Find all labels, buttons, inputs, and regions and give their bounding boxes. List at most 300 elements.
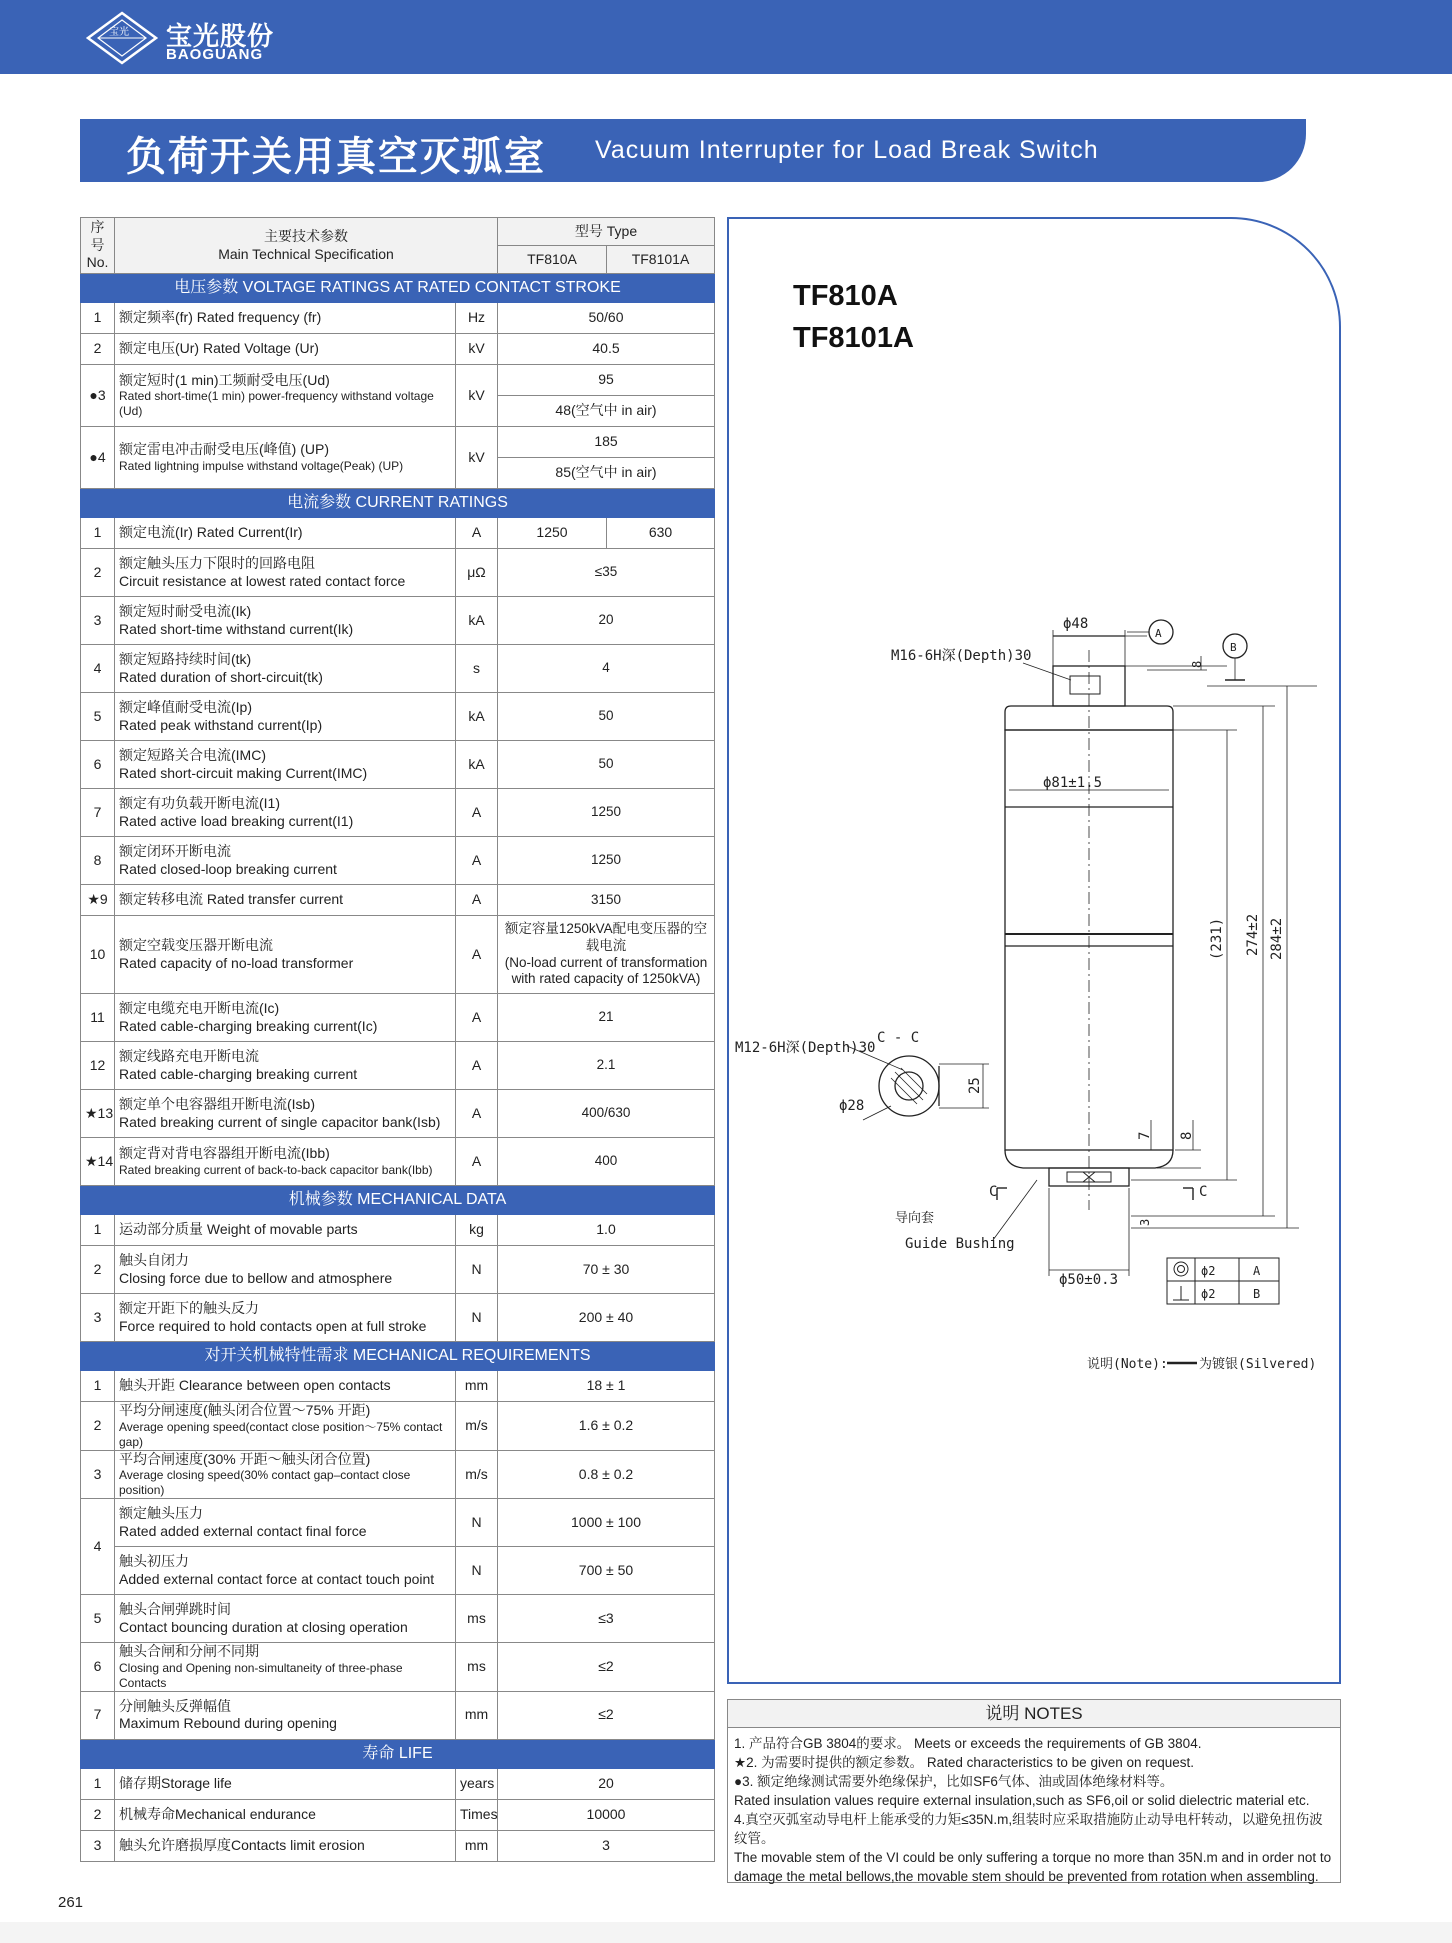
section-row [81, 1739, 715, 1768]
row-value-text: 3150 [590, 891, 622, 907]
spec-label-main: 额定短路持续时间(tk) [119, 651, 252, 667]
table-row [81, 645, 715, 693]
section-row [81, 489, 715, 518]
notes-title: 说明 NOTES [728, 1700, 1340, 1728]
row-number: 3 [81, 1830, 115, 1861]
table-row [81, 1215, 715, 1246]
row-value-air: 48(空气中 in air) [498, 396, 715, 427]
row-unit: kg [456, 1215, 498, 1246]
row-unit: N [456, 1246, 498, 1294]
spec-label-main: 额定触头压力下限时的回路电阻 [119, 555, 315, 571]
row-unit: kA [456, 693, 498, 741]
spec-label-sub: Rated added external contact final force [119, 1522, 367, 1539]
section-header: 机械参数 MECHANICAL DATA [81, 1186, 715, 1215]
row-value-air: 85(空气中 in air) [498, 458, 715, 489]
spec-label [115, 645, 456, 693]
row-unit: A [456, 1138, 498, 1186]
spec-label [115, 1830, 456, 1861]
row-value-text: ≤35 [594, 564, 618, 580]
note-line: The movable stem of the VI could be only suffering a torque no more than 35N.m and in order not to [734, 1850, 1332, 1865]
spec-label-main: 额定短时耐受电流(Ik) [119, 603, 252, 619]
header-model-b: TF8101A [607, 246, 715, 274]
row-unit: kA [456, 741, 498, 789]
row-value [498, 916, 715, 994]
row-unit: N [456, 1547, 498, 1595]
table-row [81, 1138, 715, 1186]
ref-b-label: B [1230, 641, 1237, 654]
row-value-b: 630 [607, 518, 715, 549]
spec-label-sub: Rated breaking current of back-to-back capacitor bank(Ibb) [119, 1162, 433, 1177]
spec-label [115, 1090, 456, 1138]
spec-label-main: 额定电压(Ur) Rated Voltage (Ur) [119, 340, 319, 357]
row-number: 2 [81, 334, 115, 365]
row-value: 18 ± 1 [498, 1371, 715, 1402]
spec-label-sub: Circuit resistance at lowest rated contact force [119, 572, 406, 589]
spec-label-main: 额定短时(1 min)工频耐受电压(Ud) [119, 371, 330, 388]
dim-m12: M12-6H深(Depth)30 [735, 1040, 876, 1056]
spec-label-sub: Rated peak withstand current(Ip) [119, 716, 323, 733]
note-line: 4.真空灭弧室动导电杆上能承受的力矩≤35N.m,组装时应采取措施防止动导电杆转动，以避免扭伤波纹管。 [734, 1812, 1323, 1846]
section-row [81, 1342, 715, 1371]
table-row [81, 1371, 715, 1402]
row-number: 2 [81, 549, 115, 597]
spec-label-sub: Rated breaking current of single capacitor bank(Isb) [119, 1113, 441, 1130]
row-number: 7 [81, 1691, 115, 1739]
spec-label-sub: Added external contact force at contact touch point [119, 1570, 435, 1587]
spec-label [115, 693, 456, 741]
footer-strip [0, 1922, 1452, 1943]
row-unit: kA [456, 597, 498, 645]
row-value: 50/60 [498, 303, 715, 334]
row-unit: μΩ [456, 549, 498, 597]
row-value [498, 1138, 715, 1186]
row-value [498, 837, 715, 885]
spec-label-sub: Rated capacity of no-load transformer [119, 954, 354, 971]
tolerance-b-ref: B [1253, 1287, 1261, 1301]
spec-label-main: 触头开距 Clearance between open contacts [119, 1377, 391, 1394]
spec-label-sub: Contact bouncing duration at closing operation [119, 1618, 408, 1635]
row-unit: ms [456, 1643, 498, 1692]
row-number: 6 [81, 741, 115, 789]
table-row [81, 1799, 715, 1830]
spec-label-sub: Rated short-time withstand current(Ik) [119, 620, 354, 637]
table-row [81, 1830, 715, 1861]
guide-label-en: Guide Bushing [905, 1236, 1015, 1252]
row-value [498, 885, 715, 916]
section-header: 电流参数 CURRENT RATINGS [81, 489, 715, 518]
dim-d50: ϕ50±0.3 [1059, 1272, 1119, 1288]
spec-label [115, 1691, 456, 1739]
row-number: 1 [81, 518, 115, 549]
row-value: 3 [498, 1830, 715, 1861]
row-unit: Times [456, 1799, 498, 1830]
row-number: 6 [81, 1643, 115, 1692]
row-unit: mm [456, 1830, 498, 1861]
header-spec [115, 218, 498, 274]
section-cc: C - C [877, 1030, 920, 1046]
spec-label-main: 额定闭环开断电流 [119, 843, 231, 859]
spec-label [115, 427, 456, 489]
dim-7: 7 [1137, 1131, 1153, 1140]
table-row [81, 741, 715, 789]
table-row [81, 1246, 715, 1294]
row-unit: A [456, 994, 498, 1042]
row-number: 2 [81, 1799, 115, 1830]
spec-label [115, 837, 456, 885]
table-row [81, 1643, 715, 1692]
spec-label [115, 1371, 456, 1402]
row-unit: A [456, 1090, 498, 1138]
row-unit: m/s [456, 1450, 498, 1499]
row-value: 20 [498, 1768, 715, 1799]
row-value [498, 1042, 715, 1090]
spec-label-main: 触头合闸弹跳时间 [119, 1601, 231, 1617]
spec-label-main: 触头自闭力 [119, 1252, 189, 1268]
row-value-text: 400/630 [581, 1105, 631, 1121]
brand-name-cn: 宝光股份 [166, 21, 275, 51]
spec-label [115, 1042, 456, 1090]
row-value: 185 [498, 427, 715, 458]
spec-label-sub: Closing and Opening non-simultaneity of three-phase Contacts [119, 1660, 403, 1690]
spec-label-main: 额定有功负载开断电流(I1) [119, 795, 280, 811]
row-number: 1 [81, 1371, 115, 1402]
row-number: 3 [81, 1450, 115, 1499]
row-number: ●4 [81, 427, 115, 489]
row-value [498, 693, 715, 741]
row-value [498, 994, 715, 1042]
spec-label-main: 运动部分质量 Weight of movable parts [119, 1221, 358, 1238]
header-spec-cn: 主要技术参数 [264, 228, 348, 244]
spec-label-sub: Rated short-time(1 min) power-frequency withstand voltage (Ud) [119, 389, 434, 419]
section-header: 电压参数 VOLTAGE RATINGS AT RATED CONTACT STROKE [81, 274, 715, 303]
row-value: 1.0 [498, 1215, 715, 1246]
header-no-cn: 序号 [90, 219, 105, 253]
table-row [81, 916, 715, 994]
spec-label-sub: Force required to hold contacts open at full stroke [119, 1317, 427, 1334]
model-label-a: TF810A [793, 280, 898, 312]
row-value [498, 597, 715, 645]
dim-8-top: 8 [1190, 660, 1204, 668]
spec-label [115, 1215, 456, 1246]
header-model-a: TF810A [498, 246, 607, 274]
row-unit: s [456, 645, 498, 693]
spec-label-main: 平均分闸速度(触头闭合位置～75% 开距) [119, 1402, 371, 1418]
row-value: ≤2 [498, 1691, 715, 1739]
row-unit: m/s [456, 1402, 498, 1451]
spec-label [115, 1138, 456, 1186]
note-silvered: 为镀银(Silvered) [1199, 1357, 1317, 1372]
row-unit: N [456, 1499, 498, 1547]
dim-25: 25 [967, 1077, 983, 1094]
spec-label-sub: Rated lightning impulse withstand voltage(Peak) (UP) [119, 458, 404, 473]
model-label-b: TF8101A [793, 322, 914, 354]
spec-label [115, 741, 456, 789]
spec-label-main: 额定触头压力 [119, 1505, 203, 1521]
section-c-right: C [1199, 1184, 1208, 1200]
row-number: ★14 [81, 1138, 115, 1186]
row-unit: kV [456, 365, 498, 427]
table-row [81, 1768, 715, 1799]
note-label: 说明(Note): [1087, 1357, 1168, 1372]
header-no [81, 218, 115, 274]
guide-label-cn: 导向套 [895, 1211, 935, 1226]
header-no-en: No. [86, 254, 109, 271]
note-line: ★2. 为需要时提供的额定参数。 Rated characteristics to be given on request. [734, 1755, 1195, 1770]
row-value [498, 645, 715, 693]
row-value [498, 1090, 715, 1138]
brand-logo [86, 10, 296, 66]
row-number: 12 [81, 1042, 115, 1090]
spec-label-sub: Rated short-circuit making Current(IMC) [119, 764, 368, 781]
row-number: 11 [81, 994, 115, 1042]
dim-m16: M16-6H深(Depth)30 [891, 648, 1032, 664]
dim-8-bottom: 8 [1179, 1131, 1195, 1140]
dim-284: 284±2 [1269, 917, 1285, 960]
row-value: 1.6 ± 0.2 [498, 1402, 715, 1451]
spec-label-main: 额定开距下的触头反力 [119, 1300, 259, 1316]
row-number: 2 [81, 1402, 115, 1451]
table-row [81, 1450, 715, 1499]
spec-label [115, 1402, 456, 1451]
row-value: 40.5 [498, 334, 715, 365]
spec-label-sub: Rated closed-loop breaking current [119, 860, 337, 877]
row-value-text: 额定容量1250kVA配电变压器的空载电流 [504, 920, 708, 953]
spec-label [115, 1547, 456, 1595]
row-number: 5 [81, 1595, 115, 1643]
tolerance-a-value: ϕ2 [1201, 1264, 1216, 1278]
spec-label [115, 597, 456, 645]
dim-274: 274±2 [1245, 913, 1261, 956]
spec-label [115, 916, 456, 994]
table-row [81, 1090, 715, 1138]
row-value: 700 ± 50 [498, 1547, 715, 1595]
row-value-text-2: (No-load current of transformation with rated capacity of 1250kVA) [504, 954, 708, 987]
row-number: 2 [81, 1246, 115, 1294]
table-row [81, 837, 715, 885]
row-number: 4 [81, 645, 115, 693]
spec-label-main: 额定单个电容器组开断电流(Isb) [119, 1096, 315, 1112]
table-row [81, 1547, 715, 1595]
header-type: 型号 Type [498, 218, 715, 246]
table-row [81, 1691, 715, 1739]
section-header: 寿命 LIFE [81, 1739, 715, 1768]
row-value-text: 50 [598, 708, 614, 724]
row-unit: A [456, 518, 498, 549]
spec-label-main: 平均合闸速度(30% 开距～触头闭合位置) [119, 1450, 371, 1467]
tolerance-a-ref: A [1253, 1264, 1261, 1278]
dim-d28: ϕ28 [839, 1098, 865, 1114]
spec-label-main: 额定短路关合电流(IMC) [119, 747, 266, 763]
row-unit: A [456, 837, 498, 885]
row-unit: A [456, 916, 498, 994]
section-row [81, 274, 715, 303]
spec-label [115, 1499, 456, 1547]
note-line: ●3. 额定绝缘测试需要外绝缘保护，比如SF6气体、油或固体绝缘材料等。 [734, 1774, 1174, 1789]
row-value-text: 1250 [590, 804, 622, 820]
row-unit: A [456, 885, 498, 916]
row-number: 8 [81, 837, 115, 885]
spec-label-sub: Rated cable-charging breaking current(Ic) [119, 1017, 378, 1034]
page-title-cn: 负荷开关用真空灭弧室 [126, 135, 546, 179]
spec-label [115, 518, 456, 549]
row-value: ≤2 [498, 1643, 715, 1692]
spec-label [115, 303, 456, 334]
table-row [81, 1294, 715, 1342]
spec-label-sub: Average opening speed(contact close position～75% contact gap) [119, 1419, 443, 1449]
table-row [81, 1595, 715, 1643]
row-unit: kV [456, 334, 498, 365]
row-number: 1 [81, 1215, 115, 1246]
row-number: ★13 [81, 1090, 115, 1138]
page-number: 261 [58, 1894, 84, 1911]
spec-label-main: 分闸触头反弹幅值 [119, 1697, 231, 1714]
row-number: 1 [81, 303, 115, 334]
row-number: 3 [81, 597, 115, 645]
spec-label [115, 1294, 456, 1342]
row-value [498, 741, 715, 789]
table-row [81, 1499, 715, 1547]
tolerance-b-value: ϕ2 [1201, 1287, 1216, 1301]
row-value-a: 1250 [498, 518, 607, 549]
spec-label-main: 额定电缆充电开断电流(Ic) [119, 1000, 280, 1016]
row-unit: N [456, 1294, 498, 1342]
note-line: 1. 产品符合GB 3804的要求。 Meets or exceeds the requirements of GB 3804. [734, 1736, 1202, 1751]
interrupter-drawing [727, 600, 1341, 1400]
table-row [81, 1042, 715, 1090]
table-row [81, 334, 715, 365]
notes-body [728, 1728, 1340, 1892]
spec-label [115, 365, 456, 427]
row-value: 70 ± 30 [498, 1246, 715, 1294]
section-header: 对开关机械特性需求 MECHANICAL REQUIREMENTS [81, 1342, 715, 1371]
spec-label [115, 549, 456, 597]
spec-label-main: 额定雷电冲击耐受电压(峰值) (UP) [119, 441, 329, 458]
spec-label-main: 额定电流(Ir) Rated Current(Ir) [119, 524, 303, 541]
spec-label-sub: Rated duration of short-circuit(tk) [119, 668, 323, 685]
table-row [81, 365, 715, 396]
row-number: ★9 [81, 885, 115, 916]
svg-text:宝光: 宝光 [109, 27, 129, 38]
row-number: 4 [81, 1499, 115, 1595]
note-line: damage the metal bellows,the movable stem should be prevented from rotation when assembling. [734, 1869, 1319, 1884]
title-banner [80, 119, 1306, 182]
spec-label-main: 触头初压力 [119, 1553, 189, 1569]
spec-label [115, 1768, 456, 1799]
spec-label-main: 额定转移电流 Rated transfer current [119, 891, 344, 908]
row-unit: kV [456, 427, 498, 489]
dim-231: (231) [1209, 917, 1225, 960]
spec-label-main: 触头允许磨损厚度Contacts limit erosion [119, 1836, 365, 1853]
dim-d48: ϕ48 [1063, 616, 1089, 632]
brand-name-en: BAOGUANG [166, 46, 264, 63]
spec-label [115, 1799, 456, 1830]
spec-label-sub: Maximum Rebound during opening [119, 1715, 337, 1731]
spec-label-sub: Rated active load breaking current(I1) [119, 812, 354, 829]
row-value: 10000 [498, 1799, 715, 1830]
spec-label-sub: Average closing speed(30% contact gap–contact close position) [119, 1468, 411, 1497]
row-unit: years [456, 1768, 498, 1799]
row-value: 0.8 ± 0.2 [498, 1450, 715, 1499]
table-row [81, 693, 715, 741]
spec-label [115, 1643, 456, 1692]
spec-label-main: 储存期Storage life [119, 1774, 232, 1791]
table-row [81, 789, 715, 837]
ref-a-label: A [1155, 627, 1162, 640]
spec-label-main: 触头合闸和分闸不同期 [119, 1643, 259, 1659]
spec-label [115, 994, 456, 1042]
row-number: ●3 [81, 365, 115, 427]
spec-label-sub: Closing force due to bellow and atmosphere [119, 1269, 393, 1286]
top-banner [0, 0, 1452, 74]
row-number: 5 [81, 693, 115, 741]
row-number: 7 [81, 789, 115, 837]
dim-d81: ϕ81±1.5 [1043, 775, 1103, 791]
spec-label-main: 额定频率(fr) Rated frequency (fr) [119, 309, 322, 326]
table-row [81, 303, 715, 334]
dim-3: 3 [1138, 1218, 1152, 1226]
row-unit: mm [456, 1371, 498, 1402]
spec-label [115, 334, 456, 365]
spec-label-main: 额定峰值耐受电流(Ip) [119, 699, 252, 715]
row-value: 200 ± 40 [498, 1294, 715, 1342]
row-unit: A [456, 789, 498, 837]
row-value [498, 789, 715, 837]
row-unit: Hz [456, 303, 498, 334]
note-line: Rated insulation values require external insulation,such as SF6,oil or solid dielectric material etc. [734, 1793, 1310, 1808]
header-row [81, 218, 715, 246]
row-unit: A [456, 1042, 498, 1090]
row-number: 10 [81, 916, 115, 994]
row-value-text: 2.1 [596, 1057, 616, 1073]
table-row [81, 549, 715, 597]
row-unit: mm [456, 1691, 498, 1739]
row-number: 3 [81, 1294, 115, 1342]
row-value [498, 549, 715, 597]
spec-label [115, 885, 456, 916]
row-number: 1 [81, 1768, 115, 1799]
table-row [81, 597, 715, 645]
spec-label [115, 1450, 456, 1499]
row-value-text: 400 [594, 1153, 618, 1169]
table-row [81, 994, 715, 1042]
spec-label-main: 额定背对背电容器组开断电流(Ibb) [119, 1145, 330, 1162]
row-value: 1000 ± 100 [498, 1499, 715, 1547]
spec-label [115, 1246, 456, 1294]
spec-label-sub: Rated cable-charging breaking current [119, 1065, 358, 1082]
table-row [81, 885, 715, 916]
spec-table [80, 217, 715, 1862]
row-value-text: 1250 [590, 852, 622, 868]
row-value: 95 [498, 365, 715, 396]
table-row [81, 1402, 715, 1451]
row-value: ≤3 [498, 1595, 715, 1643]
row-value-text: 4 [602, 660, 610, 676]
row-unit: ms [456, 1595, 498, 1643]
spec-label-main: 机械寿命Mechanical endurance [119, 1805, 316, 1822]
table-row [81, 518, 715, 549]
page-title-en: Vacuum Interrupter for Load Break Switch [595, 136, 1099, 164]
spec-label-main: 额定线路充电开断电流 [119, 1048, 259, 1064]
spec-label-main: 额定空载变压器开断电流 [119, 937, 273, 953]
row-value-text: 21 [598, 1009, 614, 1025]
section-c-left: C [989, 1184, 998, 1200]
table-row [81, 427, 715, 458]
row-value-text: 50 [598, 756, 614, 772]
section-row [81, 1186, 715, 1215]
logo-diamond-icon [86, 10, 158, 66]
header-spec-en: Main Technical Specification [218, 245, 394, 262]
spec-label [115, 1595, 456, 1643]
